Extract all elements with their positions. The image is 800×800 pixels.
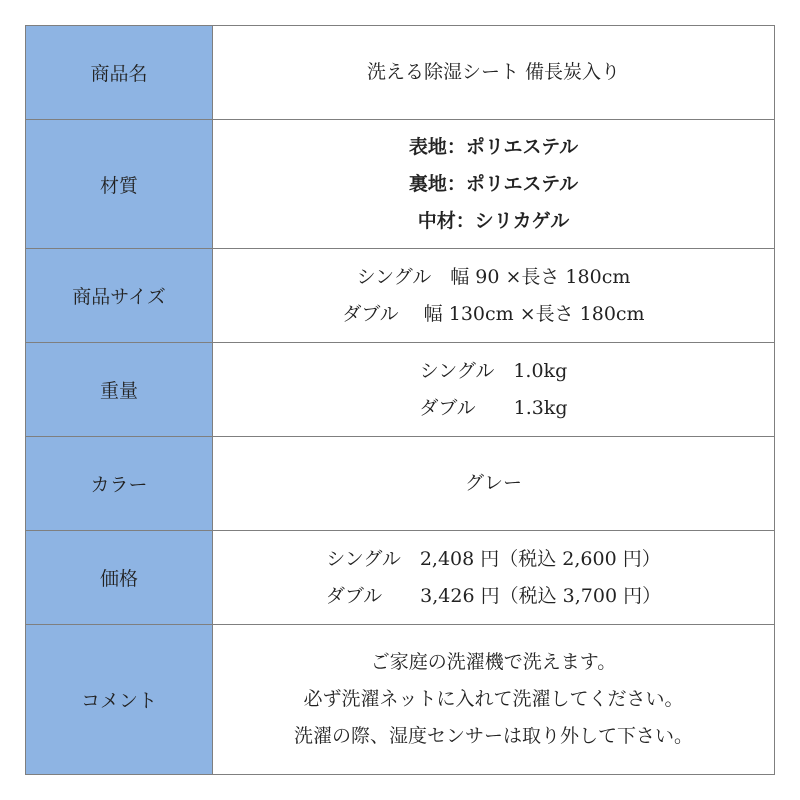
- value-line: ダブル 3,426 円（税込 3,700 円）: [325, 584, 662, 607]
- label-material: 材質: [26, 120, 213, 249]
- value-line: ご家庭の洗濯機で洗えます。: [370, 651, 617, 673]
- value-product-size: [213, 249, 774, 343]
- label-price: 価格: [26, 531, 213, 625]
- label-comment: コメント: [26, 625, 213, 774]
- value-product-name: [213, 26, 774, 120]
- value-weight: [213, 343, 774, 437]
- value-line: シングル 2,408 円（税込 2,600 円）: [326, 547, 661, 570]
- value-line: グレー: [464, 472, 522, 494]
- value-line: 洗濯の際、湿度センサーは取り外して下さい。: [293, 725, 693, 747]
- value-line: シングル 幅 90 ×長さ 180cm: [356, 265, 631, 288]
- value-line: ダブル 幅 130cm ×長さ 180cm: [342, 302, 645, 325]
- value-line: 裏地：ポリエステル: [408, 172, 579, 195]
- label-product-size: 商品サイズ: [26, 249, 213, 343]
- value-comment: [213, 625, 774, 774]
- value-color: [213, 437, 774, 531]
- label-weight: 重量: [26, 343, 213, 437]
- value-line: 必ず洗濯ネットに入れて洗濯してください。: [303, 688, 684, 710]
- value-line: ダブル 1.3kg: [419, 396, 568, 419]
- label-color: カラー: [26, 437, 213, 531]
- label-product-name: 商品名: [26, 26, 213, 120]
- product-spec-table: [25, 25, 775, 775]
- value-material: [213, 120, 774, 249]
- value-line: 表地：ポリエステル: [408, 135, 579, 158]
- value-line: 中材：シリカゲル: [417, 209, 570, 232]
- value-line: 洗える除湿シート 備長炭入り: [366, 61, 621, 83]
- value-price: [213, 531, 774, 625]
- value-line: シングル 1.0kg: [419, 359, 568, 382]
